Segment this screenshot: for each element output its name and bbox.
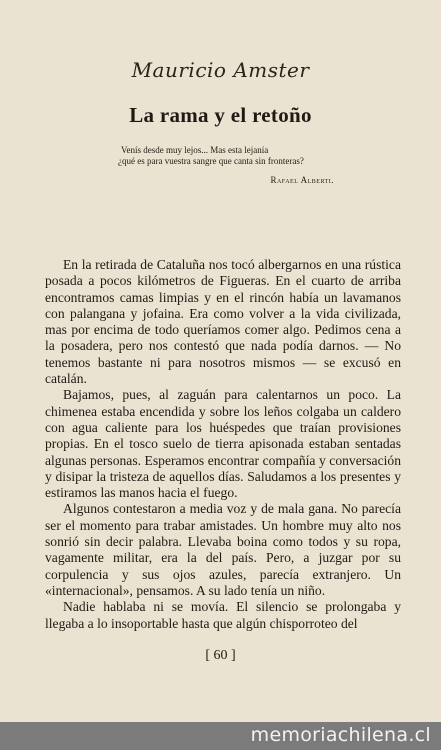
paragraph-1: En la retirada de Cataluña nos tocó albergarnos en una rústica posada a pocos kilómetros de Figueras. En el cuarto de arriba encontramos camas limpias y en el rincón había un lavamanos con palangana y jofaina. Era como volver a la vida civilizada, mas por encima de todo queríamos comer algo. Pedimos cena a la posadera, pero nos contestó que nada podía darnos. — No tenemos bastante ni para nosotros mismos — se excusó en catalán.	[45, 257, 401, 387]
watermark-bar	[0, 722, 441, 750]
epigraph-attribution: Rafael Alberti.	[270, 175, 334, 185]
page-title: La rama y el retoño	[129, 103, 312, 127]
watermark-text[interactable]: memoriachilena.cl	[250, 724, 431, 746]
epigraph-line-2: ¿qué es para vuestra sangre que canta sin fronteras?	[118, 156, 304, 166]
body-text	[45, 257, 401, 632]
paragraph-3: Algunos contestaron a media voz y de mala gana. No parecía ser el momento para trabar amistades. Un hombre muy alto nos sonrió sin decir palabra. Llevaba boina como todos y su ropa, vagamente militar, era la del país. Pero, a juzgar por su corpulencia y sus ojos azules, parecía extranjero. Un «internacional», pensamos. A su lado tenía un niño.	[45, 501, 401, 598]
author-signature: Mauricio Amster	[131, 58, 310, 82]
page-number: [ 60 ]	[205, 648, 236, 663]
paragraph-2: Bajamos, pues, al zaguán para calentarnos un poco. La chimenea estaba encendida y sobre los leños colgaba un caldero con agua caliente para los huéspedes que traían provisiones propias. En el tosco suelo de tierra apisonada estaban sentadas algunas personas. Esperamos encontrar compañía y conversación y disipar la tristeza de aquellos días. Saludamos a los presentes y estiramos las manos hacia el fuego.	[45, 387, 401, 501]
epigraph-line-1: Venís desde muy lejos... Mas esta lejanía	[121, 145, 269, 155]
epigraph	[118, 145, 338, 186]
paragraph-4: Nadie hablaba ni se movía. El silencio se prolongaba y llegaba a lo insoportable hasta que algún chisporroteo del	[45, 599, 401, 631]
